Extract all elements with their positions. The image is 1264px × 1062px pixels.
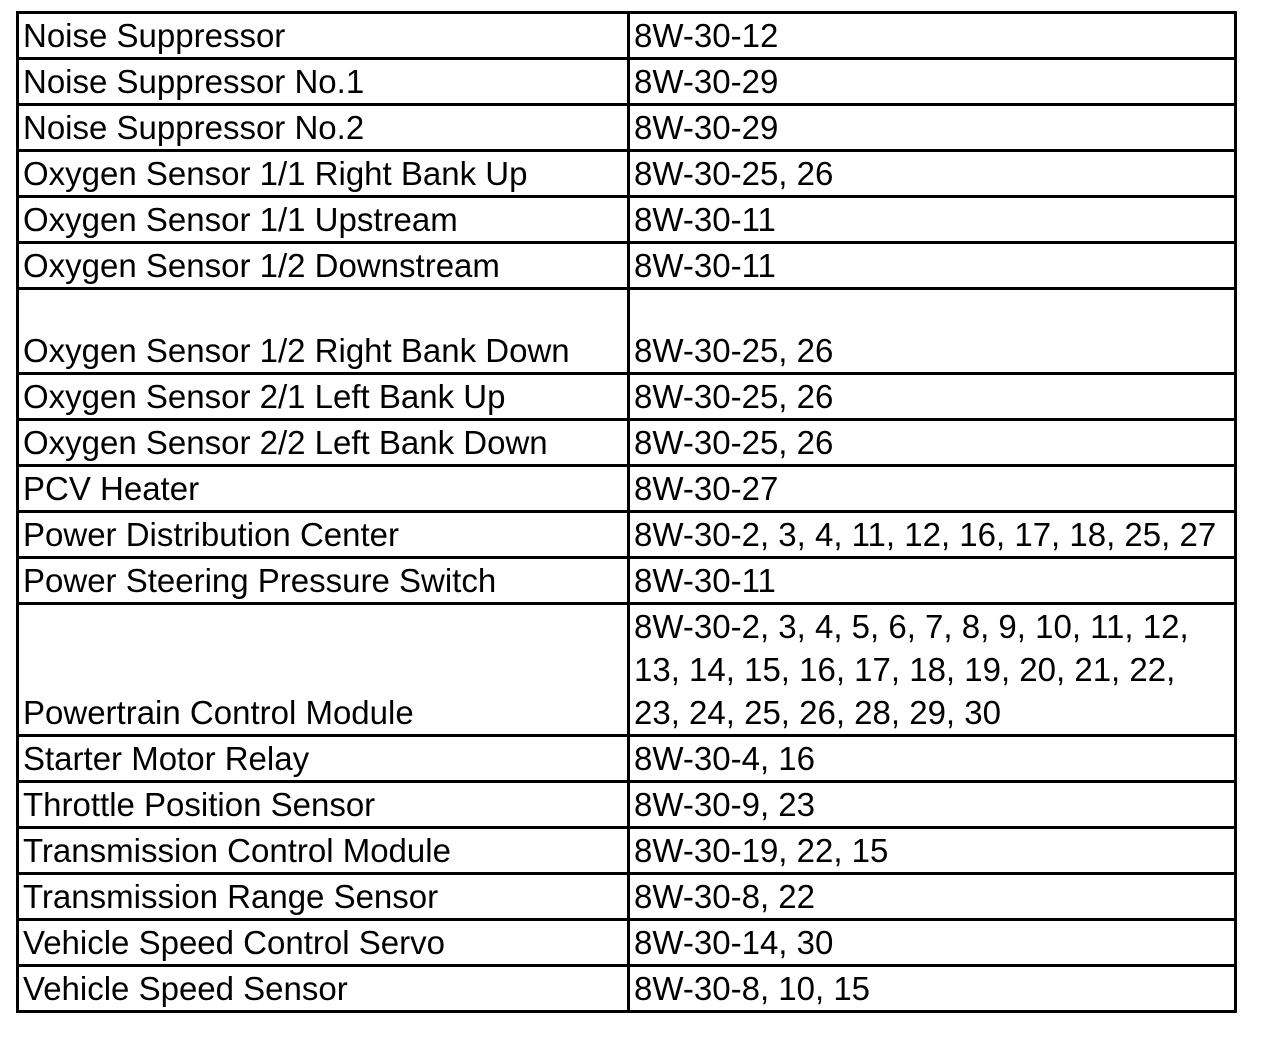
component-cell: Transmission Control Module <box>18 828 629 874</box>
table-row <box>18 874 1236 920</box>
component-cell: Power Steering Pressure Switch <box>18 558 629 604</box>
table-row <box>18 151 1236 197</box>
pages-cell: 8W-30-29 <box>629 105 1236 151</box>
component-cell: Starter Motor Relay <box>18 736 629 782</box>
pages-cell: 8W-30-12 <box>629 13 1236 59</box>
component-cell: Vehicle Speed Control Servo <box>18 920 629 966</box>
table-row <box>18 604 1236 736</box>
pages-cell: 8W-30-27 <box>629 466 1236 512</box>
table-row <box>18 558 1236 604</box>
pages-cell: 8W-30-11 <box>629 197 1236 243</box>
pages-cell: 8W-30-19, 22, 15 <box>629 828 1236 874</box>
component-cell: Noise Suppressor No.2 <box>18 105 629 151</box>
component-cell: Oxygen Sensor 1/1 Upstream <box>18 197 629 243</box>
pages-cell: 8W-30-9, 23 <box>629 782 1236 828</box>
table-row <box>18 243 1236 289</box>
pages-cell: 8W-30-11 <box>629 558 1236 604</box>
component-cell: Power Distribution Center <box>18 512 629 558</box>
pages-cell: 8W-30-25, 26 <box>629 289 1236 374</box>
component-cell: Oxygen Sensor 2/1 Left Bank Up <box>18 374 629 420</box>
pages-cell: 8W-30-25, 26 <box>629 374 1236 420</box>
table-row <box>18 289 1236 374</box>
pages-cell: 8W-30-14, 30 <box>629 920 1236 966</box>
component-cell: PCV Heater <box>18 466 629 512</box>
table-row <box>18 920 1236 966</box>
component-cell: Oxygen Sensor 1/1 Right Bank Up <box>18 151 629 197</box>
table-row <box>18 736 1236 782</box>
table-row <box>18 966 1236 1012</box>
pages-cell: 8W-30-2, 3, 4, 5, 6, 7, 8, 9, 10, 11, 12, 13, 14, 15, 16, 17, 18, 19, 20, 21, 22, 23, 24, 25, 26, 28, 29, 30 <box>629 604 1236 736</box>
table-row <box>18 374 1236 420</box>
table-row <box>18 828 1236 874</box>
component-cell: Oxygen Sensor 1/2 Right Bank Down <box>18 289 629 374</box>
pages-cell: 8W-30-8, 22 <box>629 874 1236 920</box>
table-row <box>18 512 1236 558</box>
pages-cell: 8W-30-29 <box>629 59 1236 105</box>
component-cell: Vehicle Speed Sensor <box>18 966 629 1012</box>
table-body <box>18 13 1236 1012</box>
table-row <box>18 59 1236 105</box>
pages-cell: 8W-30-25, 26 <box>629 151 1236 197</box>
component-cell: Noise Suppressor <box>18 13 629 59</box>
table-row <box>18 197 1236 243</box>
table-row <box>18 105 1236 151</box>
component-cell: Throttle Position Sensor <box>18 782 629 828</box>
component-cell: Noise Suppressor No.1 <box>18 59 629 105</box>
component-cell: Oxygen Sensor 2/2 Left Bank Down <box>18 420 629 466</box>
component-cell: Powertrain Control Module <box>18 604 629 736</box>
component-cell: Transmission Range Sensor <box>18 874 629 920</box>
pages-cell: 8W-30-11 <box>629 243 1236 289</box>
pages-cell: 8W-30-8, 10, 15 <box>629 966 1236 1012</box>
table-row <box>18 13 1236 59</box>
table-row <box>18 466 1236 512</box>
table-row <box>18 782 1236 828</box>
pages-cell: 8W-30-4, 16 <box>629 736 1236 782</box>
component-cell: Oxygen Sensor 1/2 Downstream <box>18 243 629 289</box>
pages-cell: 8W-30-25, 26 <box>629 420 1236 466</box>
table-row <box>18 420 1236 466</box>
component-index-table <box>16 11 1237 1013</box>
pages-cell: 8W-30-2, 3, 4, 11, 12, 16, 17, 18, 25, 27 <box>629 512 1236 558</box>
